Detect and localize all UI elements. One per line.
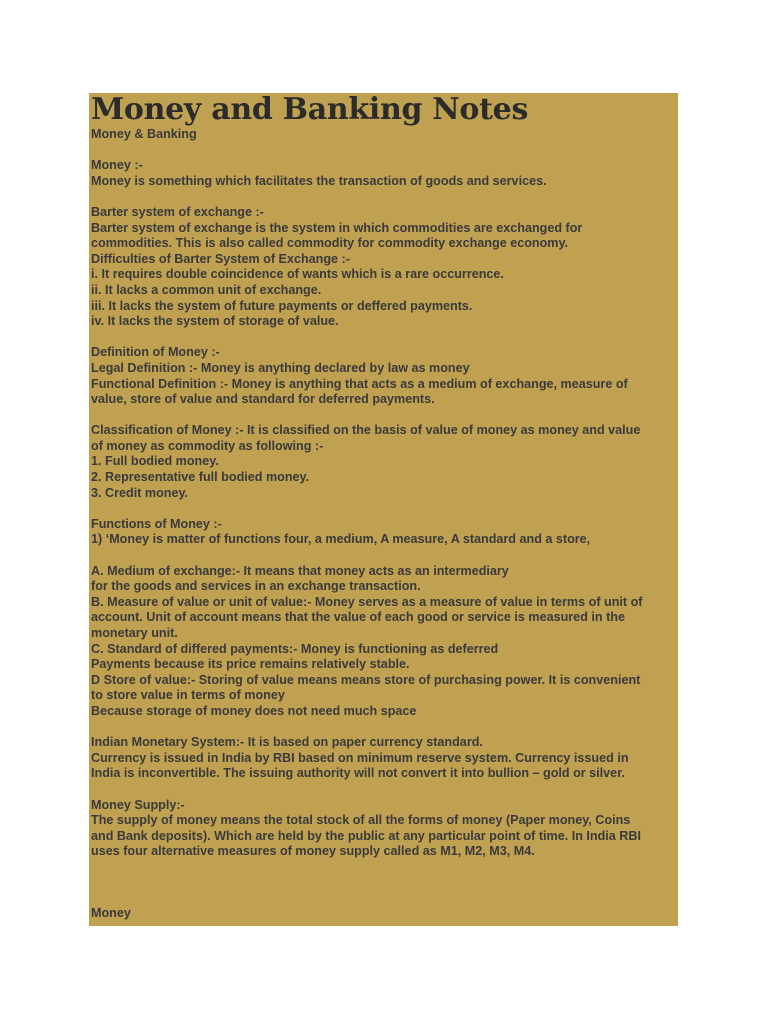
text-line: B. Measure of value or unit of value:- Money serves as a measure of value in terms of unit of [91, 594, 643, 609]
text-line: uses four alternative measures of money supply called as M1, M2, M3, M4. [91, 844, 535, 859]
text-line: 2. Representative full bodied money. [91, 470, 310, 485]
text-line: Currency is issued in India by RBI based on minimum reserve system. Currency issued in [91, 750, 629, 765]
text-line: of money as commodity as following :- [91, 438, 324, 453]
text-line: for the goods and services in an exchange transaction. [91, 579, 421, 594]
text-line: Legal Definition :- Money is anything declared by law as money [91, 360, 470, 375]
text-line: iii. It lacks the system of future payments or deffered payments. [91, 298, 473, 313]
text-line: D Store of value:- Storing of value means means store of purchasing power. It is convenient [91, 672, 641, 687]
text-line: The supply of money means the total stock of all the forms of money (Paper money, Coins [91, 813, 631, 828]
text-line: to store value in terms of money [91, 688, 285, 703]
text-line: commodities. This is also called commodity for commodity exchange economy. [91, 236, 569, 251]
text-line: value, store of value and standard for deferred payments. [91, 392, 435, 407]
text-line: iv. It lacks the system of storage of value. [91, 314, 339, 329]
text-line: Functions of Money :- [91, 516, 222, 531]
text-line: Indian Monetary System:- It is based on paper currency standard. [91, 735, 483, 750]
blank-line [91, 408, 672, 424]
text-line: account. Unit of account means that the value of each good or service is measured in the [91, 610, 625, 625]
text-line: Money is something which facilitates the transaction of goods and services. [91, 173, 547, 188]
blank-line [91, 782, 672, 798]
text-line: monetary unit. [91, 626, 178, 640]
spacer [91, 860, 678, 906]
document-body [91, 127, 678, 860]
text-line: ii. It lacks a common unit of exchange. [91, 282, 322, 297]
document-page [89, 93, 678, 926]
blank-line [91, 720, 672, 736]
text-line: A. Medium of exchange:- It means that money acts as an intermediary [91, 563, 509, 578]
text-line: Because storage of money does not need much space [91, 703, 417, 718]
text-line: Money Supply:- [91, 797, 185, 812]
text-line: Classification of Money :- It is classified on the basis of value of money as money and value [91, 423, 641, 438]
text-line: 3. Credit money. [91, 485, 189, 500]
text-line: Difficulties of Barter System of Exchange :- [91, 251, 350, 266]
text-line: Functional Definition :- Money is anything that acts as a medium of exchange, measure of [91, 376, 628, 391]
text-line: India is inconvertible. The issuing authority will not convert it into bullion – gold or silver. [91, 766, 625, 781]
document-title: Money and Banking Notes [91, 93, 529, 127]
text-line: Money & Banking [91, 127, 197, 141]
text-line: C. Standard of differed payments:- Money is functioning as deferred [91, 641, 499, 656]
text-line: 1. Full bodied money. [91, 454, 219, 469]
blank-line [91, 548, 672, 564]
footer-word: Money [91, 905, 131, 920]
text-line: Barter system of exchange is the system in which commodities are exchanged for [91, 220, 583, 235]
blank-line [91, 143, 672, 159]
text-line: Payments because its price remains relatively stable. [91, 657, 410, 672]
text-line: Barter system of exchange :- [91, 204, 264, 219]
text-line: Definition of Money :- [91, 345, 220, 360]
text-line: Money :- [91, 158, 143, 173]
blank-line [91, 189, 672, 205]
blank-line [91, 330, 672, 346]
text-line: i. It requires double coincidence of wants which is a rare occurrence. [91, 267, 504, 282]
blank-line [91, 501, 672, 517]
text-line: and Bank deposits). Which are held by the public at any particular point of time. In India RBI [91, 828, 641, 843]
text-line: 1) ‘Money is matter of functions four, a medium, A measure, A standard and a store, [91, 532, 591, 547]
